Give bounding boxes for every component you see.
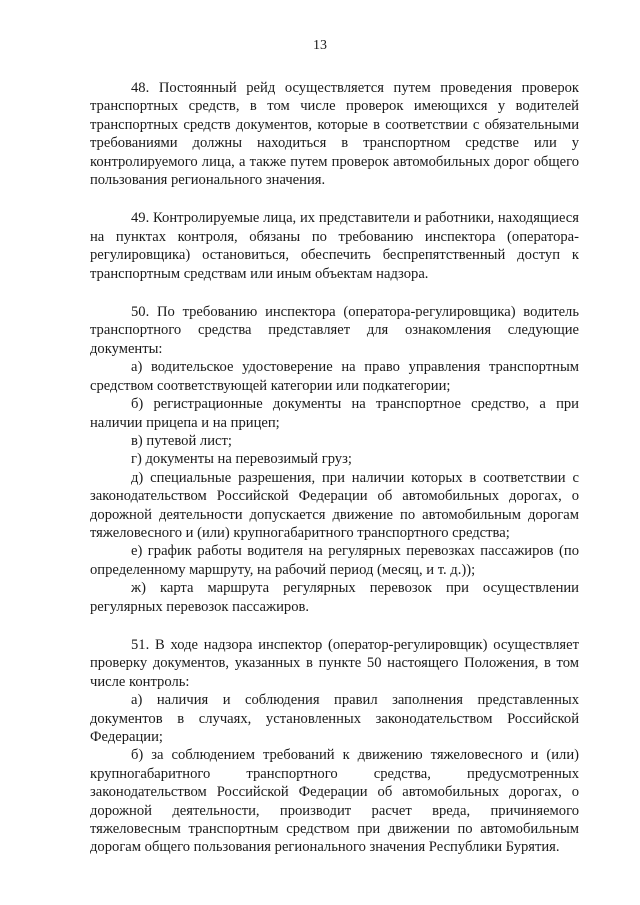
list-item-50-b: б) регистрационные документы на транспортное средство, а при наличии прицепа и на прицеп;	[90, 396, 579, 431]
list-item-51-b: б) за соблюдением требований к движению тяжеловесного и (или) крупногабаритного транспортного средства, предусмотренных законодательством Российской Федерации об автомобильных дорогах, о дорожной деятельности, производит расчет вреда, причиняемого тяжеловесным транспортным средством при движении по автомобильным дорогам общего пользования регионального значения Республики Бурятия.	[90, 747, 579, 856]
page-number: 13	[313, 38, 327, 53]
list-item-51-a: а) наличия и соблюдения правил заполнения представленных документов в случаях, установленных законодательством Российской Федерации;	[90, 692, 579, 745]
paragraph-50: 50. По требованию инспектора (оператора-регулировщика) водитель транспортного средства представляет для ознакомления следующие документы:	[90, 304, 579, 357]
section-48	[90, 79, 579, 189]
list-item-50-zh: ж) карта маршрута регулярных перевозок при осуществлении регулярных перевозок пассажиров.	[90, 580, 579, 615]
list-item-50-a: а) водительское удостоверение на право управления транспортным средством соответствующей категории или подкатегории;	[90, 359, 579, 394]
section-51	[90, 636, 579, 857]
paragraph-49: 49. Контролируемые лица, их представители и работники, находящиеся на пунктах контроля, обязаны по требованию инспектора (оператора-регулировщика) остановиться, обеспечить беспрепятственный доступ к транспортным средствам или иным объектам надзора.	[90, 210, 579, 282]
list-item-50-g: г) документы на перевозимый груз;	[131, 451, 352, 468]
paragraph-48: 48. Постоянный рейд осуществляется путем проведения проверок транспортных средств, в том числе проверок имеющихся у водителей транспортных средств документов, которые в соответствии с обязательными требованиями должны находиться в транспортном средстве или у контролируемого лица, а также путем проверок автомобильных дорог общего пользования регионального значения.	[90, 80, 579, 189]
list-item-50-e: е) график работы водителя на регулярных перевозках пассажиров (по определенному маршруту, на рабочий период (месяц, и т. д.));	[90, 543, 579, 578]
section-50	[90, 303, 579, 616]
paragraph-51: 51. В ходе надзора инспектор (оператор-регулировщик) осуществляет проверку документов, указанных в пункте 50 настоящего Положения, в том числе контроль:	[90, 636, 579, 690]
list-item-50-v: в) путевой лист;	[131, 432, 232, 449]
list-item-50-d: д) специальные разрешения, при наличии которых в соответствии с законодательством Российской Федерации об автомобильных дорогах, о дорожной деятельности допускается движение по автомобильным дорогам тяжеловесного и (или) крупногабаритного транспортного средства;	[90, 469, 579, 541]
document-body	[90, 79, 579, 877]
section-49	[90, 209, 579, 283]
